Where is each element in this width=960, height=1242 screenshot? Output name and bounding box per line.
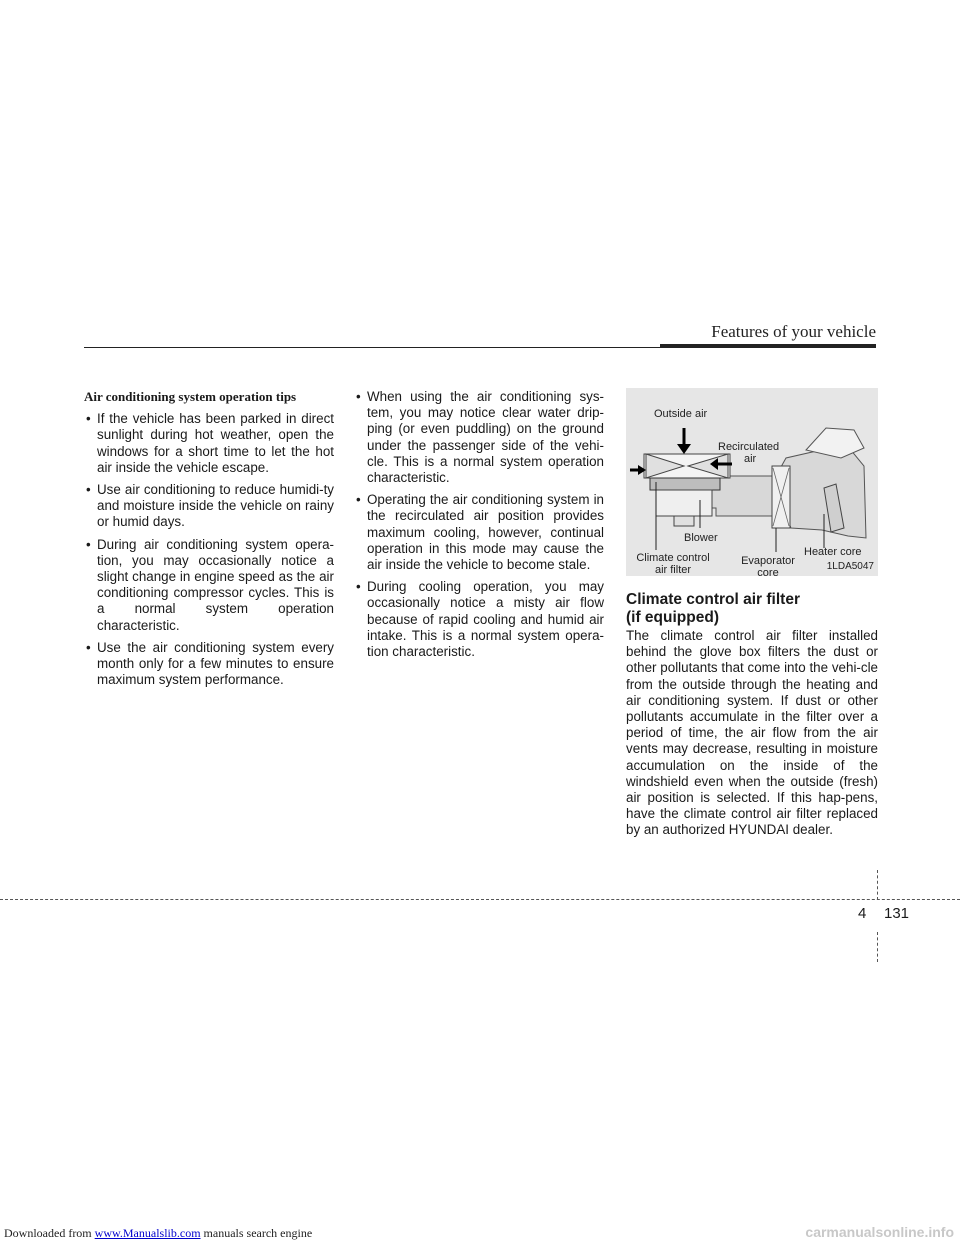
header-rule-accent <box>660 344 876 348</box>
page-marker-line <box>877 870 878 900</box>
page-number: 131 <box>884 905 910 922</box>
climate-filter-label-line1: Climate control <box>636 552 710 564</box>
list-item: • Use the air conditioning system every month only for a few minutes to ensure maximum system performance. <box>84 640 334 689</box>
recirculated-air-label-line2: air <box>744 453 757 465</box>
footer-prefix: Downloaded from <box>4 1226 95 1240</box>
figure-code: 1LDA5047 <box>826 561 874 572</box>
list-item: • Operating the air conditioning system in the recirculated air position provides maximum cooling, however, continual operation in this mode may cause the air inside the vehicle to become stale. <box>354 492 604 573</box>
column-left <box>84 389 334 694</box>
evaporator-label-line2: core <box>757 567 779 579</box>
subsection-heading: Air conditioning system operation tips <box>84 389 297 404</box>
section-title <box>626 591 878 627</box>
chapter-number: 4 <box>858 905 867 922</box>
list-item: • During air conditioning system opera-tion, you may occasionally notice a slight change in engine speed as the air conditioning compressor cycles. This is a normal system operation characteristic. <box>84 537 334 634</box>
recirculated-air-label-line1: Recirculated <box>718 441 780 453</box>
section-title-line2: (if equipped) <box>626 609 719 626</box>
heater-core-label: Heater core <box>804 546 862 558</box>
section-title-line1: Climate control air filter <box>626 591 800 608</box>
watermark: carmanualsonline.info <box>805 1224 954 1240</box>
tips-list <box>84 411 334 688</box>
download-footer <box>4 1226 312 1241</box>
outside-air-label: Outside air <box>654 408 708 420</box>
page-divider <box>0 899 960 900</box>
list-item: • Use air conditioning to reduce humidi-ty and moisture inside the vehicle on rainy or humid days. <box>84 482 334 531</box>
list-item: • If the vehicle has been parked in direct sunlight during hot weather, open the windows for a short time to let the hot air inside the vehicle escape. <box>84 411 334 476</box>
footer-suffix: manuals search engine <box>200 1226 313 1240</box>
evaporator-label-line1: Evaporator <box>741 555 795 567</box>
manualslib-link[interactable]: www.Manualslib.com <box>94 1226 201 1240</box>
section-header-title: Features of your vehicle <box>711 322 876 341</box>
list-item: • During cooling operation, you may occasionally notice a misty air flow because of rapid cooling and humid air intake. This is a normal system opera-tion characteristic. <box>354 579 604 660</box>
list-item: • When using the air conditioning sys-tem, you may notice clear water drip-ping (or even puddling) on the ground under the passenger side of the vehi-cle. This is a normal system operation characteristic. <box>354 389 604 486</box>
climate-filter-label-line2: air filter <box>654 564 692 576</box>
blower-label: Blower <box>684 532 718 544</box>
tips-list-continued <box>354 389 604 660</box>
column-middle <box>354 389 604 666</box>
section-body: The climate control air filter installed behind the glove box filters the dust or other pollutants that come into the vehi-cle from the outside through the heating and air conditioning system. If dust or other pollutants accumulate in the filter over a period of time, the air flow from the air vents may decrease, resulting in moisture accumulation on the inside of the windshield even when the outside (fresh) air position is selected. If this hap-pens, have the climate control air filter replaced by an authorized HYUNDAI dealer. <box>626 628 878 838</box>
air-filter-diagram <box>626 388 878 579</box>
page-marker-line <box>877 932 878 962</box>
